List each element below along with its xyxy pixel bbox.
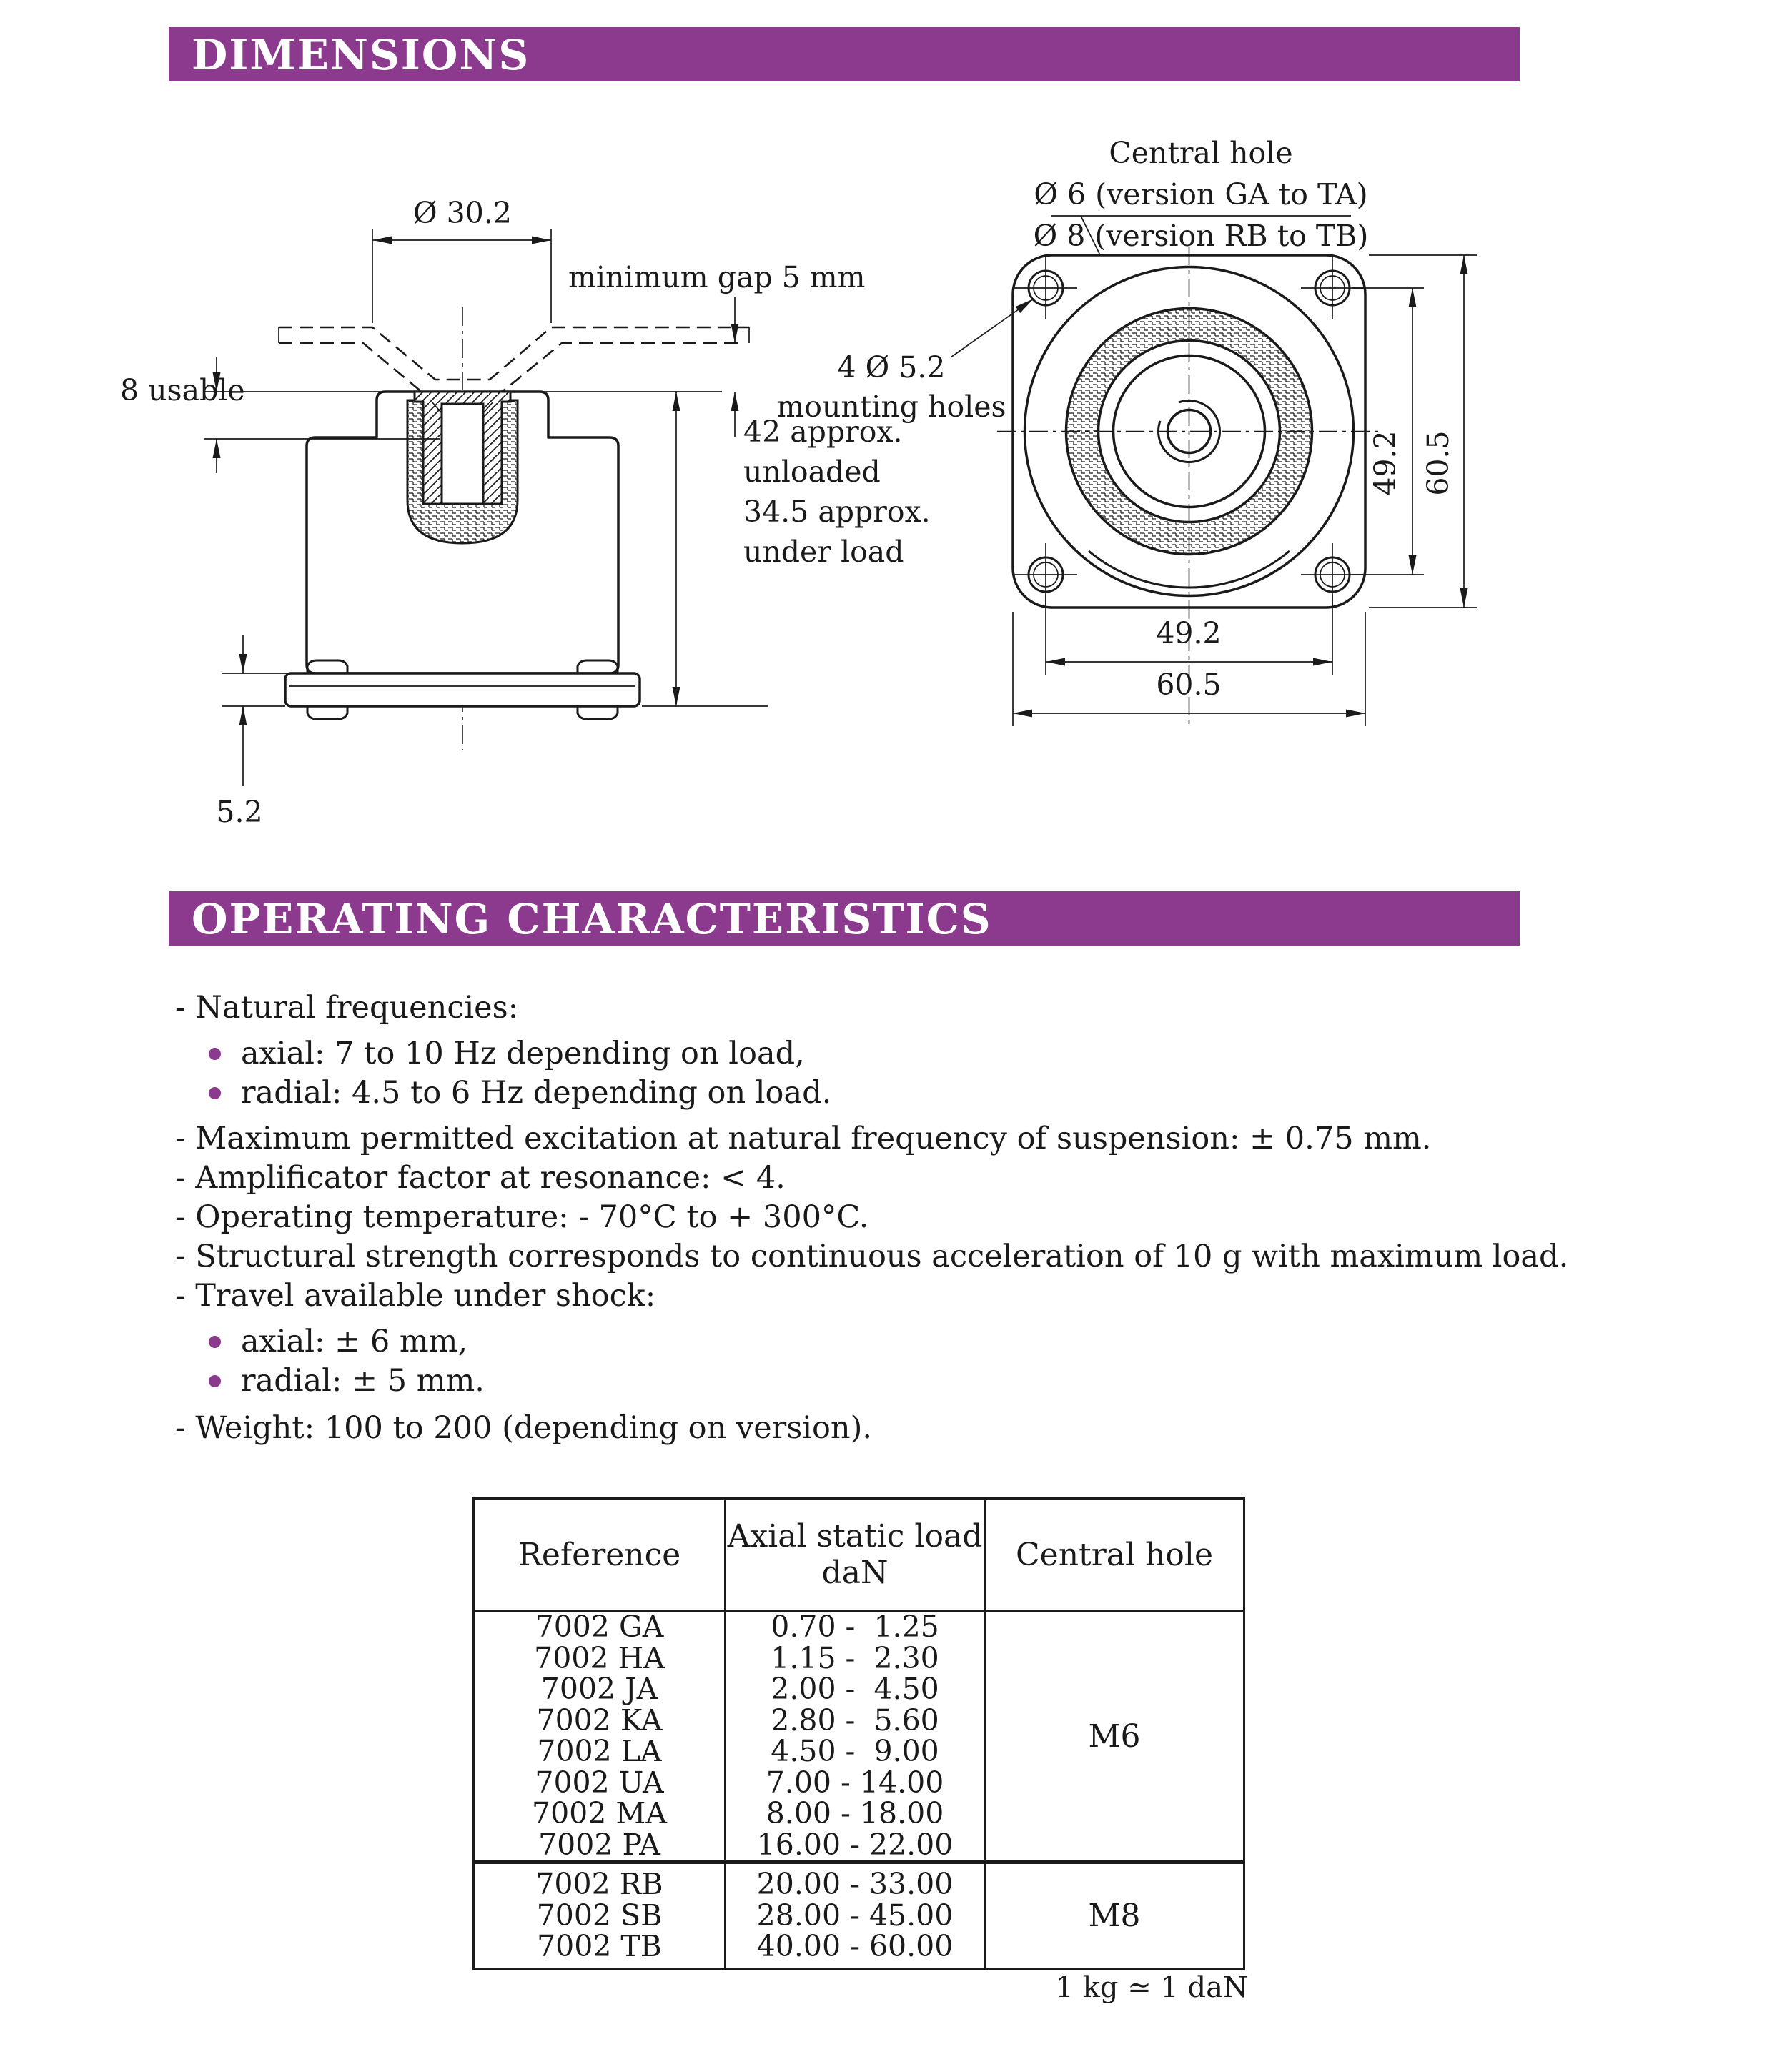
load-range-cell: 1.15 - 2.30 [771,1640,939,1675]
usable-depth-label: 8 usable [120,373,245,407]
height-note-line2: unloaded [743,455,881,489]
flange-size-horizontal-label: 60.5 [1156,668,1222,702]
load-range-cell: 0.70 - 1.25 [771,1610,939,1644]
characteristic-item [175,1362,1633,1401]
load-range-cell: 16.00 - 22.00 [756,1827,954,1862]
load-range-column [726,1612,986,1860]
threaded-bore [442,404,483,504]
operating-section-header [169,891,1520,946]
characteristic-text: - Operating temperature: - 70°C to + 300°C. [175,1199,869,1235]
header-text: daN [821,1555,889,1591]
load-range-cell: 40.00 - 60.00 [756,1929,954,1963]
characteristic-item [175,988,1633,1028]
characteristic-item [175,1237,1633,1277]
load-range-cell: 20.00 - 33.00 [756,1867,954,1901]
characteristic-item [175,1277,1633,1316]
reference-cell: 7002 TB [537,1929,662,1963]
characteristic-text: axial: 7 to 10 Hz depending on load, [241,1036,805,1071]
characteristic-item [175,1034,1633,1074]
reference-column [475,1864,726,1968]
header-text: Axial static load [727,1518,983,1555]
table-header-central-hole [986,1500,1243,1610]
reference-cell: 7002 UA [535,1765,664,1800]
hole-pitch-horizontal-label: 49.2 [1156,616,1222,650]
characteristic-item [175,1198,1633,1237]
mounting-holes-label-line2: mounting holes [776,390,1006,424]
mounting-holes-callout [776,299,1034,424]
table-group-m6 [475,1612,1243,1864]
central-hole-dia-rb-tb: Ø 8 (version RB to TB) [1033,219,1369,253]
load-range-cell: 8.00 - 18.00 [766,1796,944,1830]
base-thickness-dimension [216,635,289,829]
load-range-cell: 7.00 - 14.00 [766,1765,944,1800]
bullet-icon [209,1375,221,1387]
characteristic-text: radial: 4.5 to 6 Hz depending on load. [241,1075,832,1111]
base-thickness-label: 5.2 [216,795,263,829]
characteristic-text: - Maximum permitted excitation at natural frequency of suspension: ± 0.75 mm. [175,1121,1432,1156]
reference-cell: 7002 RB [535,1867,663,1901]
central-hole-cell [986,1864,1243,1968]
height-note-line3: 34.5 approx. [743,495,931,529]
header-text: Reference [518,1536,681,1573]
min-gap-label: minimum gap 5 mm [568,260,866,294]
characteristic-text: axial: ± 6 mm, [241,1324,468,1359]
characteristic-text: - Weight: 100 to 200 (depending on version). [175,1410,873,1446]
dimensions-title: DIMENSIONS [192,31,530,79]
table-header-load [726,1500,986,1610]
table-header-row [475,1500,1243,1612]
central-hole-label: Central hole [1109,136,1293,170]
height-note-line4: under load [743,535,904,569]
bullet-icon [209,1336,221,1348]
reference-cell: 7002 HA [534,1640,665,1675]
bullet-icon [209,1087,221,1099]
hole-pitch-vertical-label: 49.2 [1368,430,1402,496]
central-hole-value: M6 [1088,1717,1141,1755]
mounting-holes-label-line1: 4 Ø 5.2 [837,350,946,385]
reference-cell: 7002 LA [537,1734,662,1768]
base-plate [285,673,640,706]
reference-cell: 7002 GA [535,1610,664,1644]
bullet-group [175,1322,1633,1401]
bullet-group [175,1034,1633,1113]
dimensions-section-header [169,27,1520,81]
flange-size-vertical-label: 60.5 [1421,430,1455,496]
operating-title: OPERATING CHARACTERISTICS [192,895,992,943]
characteristic-item [175,1074,1633,1113]
table-group-m8 [475,1864,1243,1968]
reference-cell: 7002 JA [540,1672,658,1706]
reference-cell: 7002 MA [532,1796,667,1830]
bullet-icon [209,1048,221,1060]
load-range-cell: 28.00 - 45.00 [756,1898,954,1933]
central-hole-dia-ga-ta: Ø 6 (version GA to TA) [1034,177,1368,212]
characteristic-item [175,1322,1633,1362]
load-range-cell: 2.00 - 4.50 [771,1672,939,1706]
characteristic-item [175,1409,1633,1448]
load-range-cell: 2.80 - 5.60 [771,1702,939,1738]
reference-column [475,1612,726,1860]
header-text: Central hole [1016,1536,1213,1573]
characteristic-item [175,1119,1633,1159]
characteristic-text: radial: ± 5 mm. [241,1363,485,1399]
characteristic-text: - Amplificator factor at resonance: < 4. [175,1160,786,1196]
mating-plate-dashed [279,327,749,393]
central-hole-value: M8 [1088,1897,1141,1934]
table-header-reference [475,1500,726,1610]
characteristic-item [175,1159,1633,1198]
reference-cell: 7002 PA [538,1827,660,1862]
unit-note: 1 kg ≃ 1 daN [1055,1971,1248,2004]
reference-cell: 7002 SB [536,1898,663,1933]
load-range-column [726,1864,986,1968]
characteristic-text: - Travel available under shock: [175,1278,656,1314]
dim-width-label: Ø 30.2 [413,196,512,230]
width-dimension [372,196,551,323]
reference-cell: 7002 KA [536,1702,663,1738]
load-table [472,1497,1245,1970]
load-range-cell: 4.50 - 9.00 [771,1734,939,1768]
front-view-drawing [772,129,1544,743]
central-hole-cell [986,1612,1243,1860]
characteristic-text: - Natural frequencies: [175,990,519,1026]
height-note-line1: 42 approx. [743,415,903,449]
characteristics-list [175,988,1633,1448]
characteristic-text: - Structural strength corresponds to continuous acceleration of 10 g with maximum load. [175,1239,1569,1274]
